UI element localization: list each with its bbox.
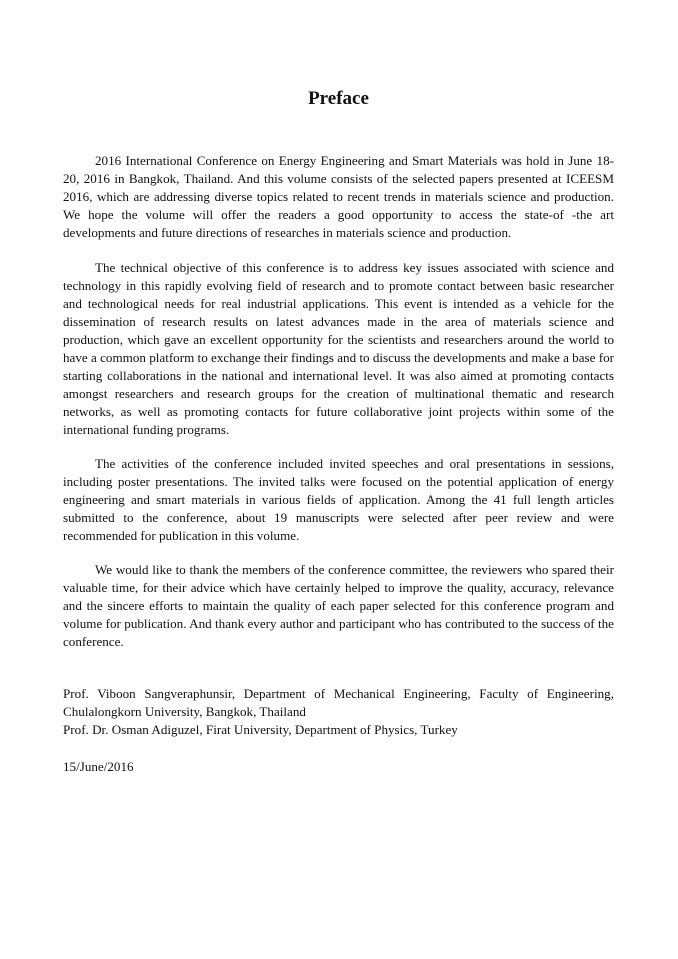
signatory-1: Prof. Viboon Sangveraphunsir, Department of Mechanical Engineering, Faculty of Engineering, Chulalongkorn University, Bangkok, Thailand [63, 686, 614, 719]
page-title: Preface [308, 88, 369, 109]
paragraph-activities: The activities of the conference included invited speeches and oral presentations in sessions, including poster presentations. The invited talks were focused on the potential application of energy engineering and smart materials in various fields of application. Among the 41 full length articles submitted to the conference, about 19 manuscripts were selected after peer review and were recommended for publication in this volume. [63, 456, 614, 543]
signatory-2: Prof. Dr. Osman Adiguzel, Firat University, Department of Physics, Turkey [63, 722, 458, 737]
paragraph-intro: 2016 International Conference on Energy Engineering and Smart Materials was hold in June 18-20, 2016 in Bangkok, Thailand. And this volume consists of the selected papers presented at ICEESM 2016, which are addressing diverse topics related to recent trends in materials science and production. We hope the volume will offer the readers a good opportunity to access the state-of -the art developments and future directions of researches in materials science and production. [63, 153, 614, 240]
paragraph-acknowledgement: We would like to thank the members of the conference committee, the reviewers who spared their valuable time, for their advice which have certainly helped to improve the quality, accuracy, relevance and the sincere efforts to maintain the quality of each paper selected for this conference program and volume for publication. And thank every author and participant who has contributed to the success of the conference. [63, 562, 614, 649]
paragraph-objective: The technical objective of this conference is to address key issues associated with science and technology in this rapidly evolving field of research and to promote contact between basic researcher and technological needs for real industrial applications. This event is intended as a vehicle for the dissemination of research results on latest advances made in the area of materials science and production, which gave an excellent opportunity for the scientists and researchers around the world to have a common platform to exchange their findings and to discuss the developments and make a base for starting collaborations in the national and international level. It was also aimed at promoting contacts amongst researchers and research groups for the creation of multinational thematic and research networks, as well as promoting contacts for future collaborative joint projects within some of the international funding programs. [63, 260, 614, 437]
preface-date: 15/June/2016 [63, 759, 134, 774]
